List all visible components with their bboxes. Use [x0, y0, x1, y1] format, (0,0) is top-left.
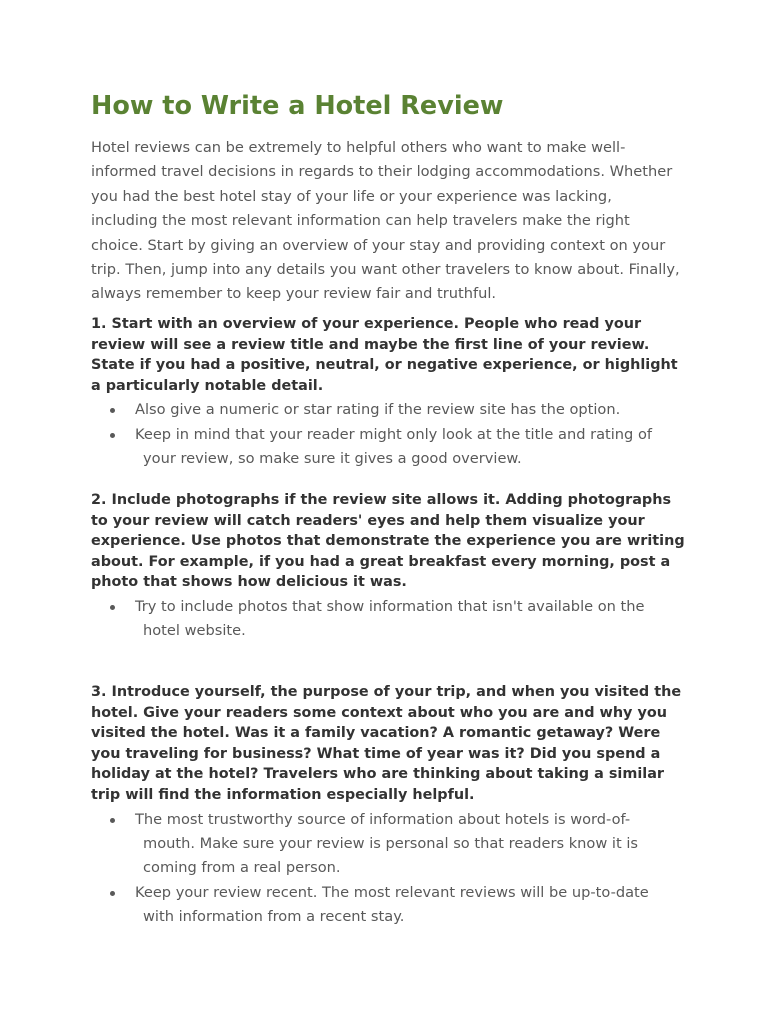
bullet-text: Keep in mind that your reader might only look at the title and rating of your review, so make sure it gives a good overview.: [135, 425, 653, 468]
step-3: [91, 682, 691, 930]
bullet-list: [91, 595, 691, 644]
step-heading: 1. Start with an overview of your experience. People who read your review will see a review title and maybe the first line of your review. State if you had a positive, neutral, or negative experience, or highlight a particularly notable detail.: [91, 316, 678, 394]
intro-paragraph: Hotel reviews can be extremely to helpful others who want to make well-informed travel decisions in regards to their lodging accommodations. Whether you had the best hotel stay of your life or your experience was lacking, including the most relevant information can help travelers make the right choice. Start by giving an overview of your stay and providing context on your trip. Then, jump into any details you want other travelers to know about. Finally, always remember to keep your review fair and truthful.: [91, 139, 680, 303]
step-1: [91, 314, 691, 472]
bullet-list: [91, 398, 691, 471]
bullet-text: Keep your review recent. The most relevant reviews will be up-to-date with information from a recent stay.: [135, 883, 649, 926]
bullet-text: Also give a numeric or star rating if the review site has the option.: [135, 401, 621, 419]
step-heading: 2. Include photographs if the review site allows it. Adding photographs to your review will catch readers' eyes and help them visualize your experience. Use photos that demonstrate the experience you are writing about. For example, if you had a great breakfast every morning, post a photo that shows how delicious it was.: [91, 492, 685, 591]
bullet-text: The most trustworthy source of information about hotels is word-of-mouth. Make sure your review is personal so that readers know it is coming from a real person.: [135, 810, 638, 877]
bullet-item: [135, 398, 675, 422]
bullet-item: [135, 881, 675, 930]
step-2: [91, 490, 691, 644]
bullet-item: [135, 595, 675, 644]
bullet-text: Try to include photos that show information that isn't available on the hotel website.: [135, 597, 645, 640]
page-title: How to Write a Hotel Review: [91, 91, 504, 121]
bullet-list: [91, 808, 691, 930]
bullet-item: [135, 423, 675, 472]
bullet-item: [135, 808, 675, 881]
step-heading: 3. Introduce yourself, the purpose of your trip, and when you visited the hotel. Give your readers some context about who you are and why you visited the hotel. Was it a family vacation? A romantic getaway? Were you traveling for business? What time of year was it? Did you spend a holiday at the hotel? Travelers who are thinking about taking a similar trip will find the information especially helpful.: [91, 684, 682, 803]
